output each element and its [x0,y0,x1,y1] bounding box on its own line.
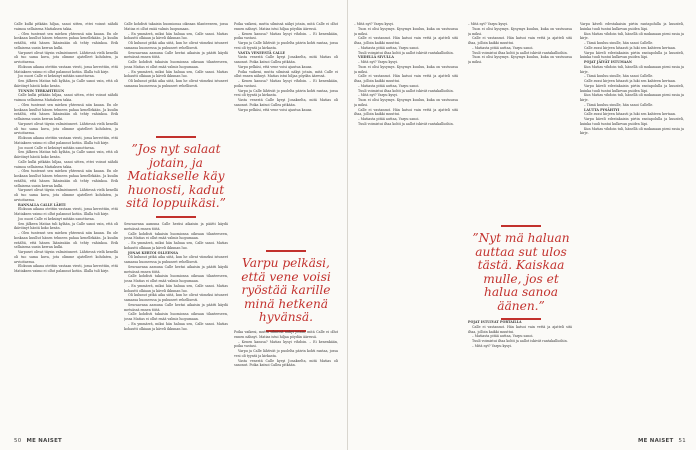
left-column-2-bottom [124,222,228,428]
paragraph: Elokuun aikana otettiin vastaan viesti, jossa kerrottiin, että Matiaksen vaimo ei ollut palannut kotiin. Illalla tuli kirje. [14,207,118,216]
right-page [348,0,696,450]
paragraph: – Tämä kuuluu sinulle, hän sanoi Callelle. [584,102,654,107]
subhead: VIIDELLÄ SIVULLA [358,55,394,60]
paragraph: Tuon ei olisi kysymys. Kysymys kuuluu, kuka on vastuussa ja miksi. [354,98,458,107]
subhead: VASTA VENEESTÄ CALLE [238,50,286,55]
right-column-3 [580,22,684,428]
paragraph: Oli kulunut pitkä aika siitä, kun he olivat viimeksi istuneet samassa huoneessa ja puhuneet rehellisesti. [124,79,228,88]
paragraph: Seuraavana aamuna Calle heräsi aikaisin ja päätti käydä metsässä ennen töitä. [124,264,228,274]
paragraph: – En ymmärrä, miksi hän haluaa sen, Calle sanoi. Matias kohautti olkiaan ja käveli ikkunan luo. [124,31,228,41]
pull-quote: ”Nyt mä haluan auttaa sut ulos tästä. Kaiskaa mulle, jos et halua sanoa äänen.” [466,225,576,320]
paragraph: – Mitä nyt? Varpu kysyi. [472,343,513,348]
paragraph: Varpu ja Calle lähtivät jo puolelta päivin kohti rantaa, jossa vesi oli tyyntä ja kirkasta. [234,88,338,98]
paragraph: – Matiasta pitää auttaa, Varpu sanoi. [358,45,420,50]
paragraph: – En ymmärrä, miksi hän haluaa sen, Calle sanoi. Matias kohautti olkiaan ja käveli ikkunan luo. [124,69,228,79]
paragraph: Oli kulunut pitkä aika siitä, kun he olivat viimeksi istuneet samassa huoneessa ja puhuneet rehellisesti. [124,255,228,264]
paragraph: – Matiasta pitää auttaa, Varpu sanoi. [472,45,534,50]
subhead: TUNNIN TERKAHTELUN [18,88,65,93]
paragraph: Sen jälkeen Matias tuli kylään, ja Calle sanoi vain, että oli ikävöinyt häntä koko kesän. [14,150,118,159]
paragraph: Calle avasi kirjeen hitaasti ja luki sen kahteen kertaan. [584,45,677,50]
paragraph: – Mitä nyt? Varpu kysyi. [354,22,395,26]
paragraph: – Olen tuntenut sen miehen yhteensä niin kauan. En ole koskaan kuullut hänen tehneen pahaa kenellekään. Ja kuulin eräältä, että hänen läänissään oli tehty vahinkoa. Erik sellaisena uusin kerran kulki. [14,169,118,188]
paragraph: Calle ei vastannut. Hän katsoi vain vettä ja ajatteli sitä iltaa, jolloin kaikki muuttui. [354,107,458,117]
paragraph: Tuuli voimistui iltaa kohti ja aallot iskivät rantakallioihin. [358,88,454,93]
paragraph: – Kenen kanssa? Matias kysyi vihdoin. – Ei kenenkään, poika vastasi. [234,79,338,88]
pull-quote: Varpu pelkäsi, että vene voisi ryöstää karille minä hetkenä hyvänsä. [234,250,338,332]
paragraph: Calle ei vastannut. Hän katsoi vain vettä ja ajatteli sitä iltaa, jolloin kaikki muuttui. [354,74,458,83]
paragraph: – Olen tuntenut sen miehen yhteensä niin kauan. En ole koskaan kuullut hänen tehneen pahaa kenellekään. Ja kuulin eräältä, että hänen läänissään oli tehty vahinkoa. Erik sellaisena uusin kerran kulki. [14,231,118,250]
paragraph: – Tämä kuuluu sinulle, hän sanoi Callelle. [584,74,654,79]
subhead: POJAT ISTUIVAT PORTAILLA [468,320,522,324]
paragraph: – Kenen kanssa? Matias kysyi vihdoin. – Ei kenenkään, poika vastasi. [234,339,338,349]
paragraph: Kun Matias vihdoin tuli, hänellä oli mukanaan pieni rasia ja kirje. [580,64,684,74]
paragraph: Calle kulki pitkään hiljaa, sanoi sitten, ettei voinut nähdä vaimoa sellaisena Matiaksen takia. [14,159,118,169]
subhead: RANNALLA CALLE LÄHTI [18,202,66,207]
left-column-2-top [124,22,228,132]
paragraph: Calle kohdisti takaisin huomionsa oikeaan tilanteeseen, jossa Matias ei ollut enää valmis luopumaan. [124,312,228,321]
right-column-1 [354,22,458,428]
paragraph: Joo nuori Calle ei keksinyt mitään sanottavaa. [18,216,95,221]
paragraph: – Mitä nyt? Varpu kysyi. [358,60,399,64]
paragraph: Oli kulunut pitkä aika siitä, kun he olivat viimeksi istuneet samassa huoneessa ja puhuneet rehellisesti. [124,293,228,302]
paragraph: – En ymmärrä, miksi hän haluaa sen, Calle sanoi. Matias kohautti olkiaan ja käveli ikkunan luo. [124,283,228,293]
paragraph: Varpu käveli edestakaisin pirtin rantapolulla ja kuunteli, kuinka tuuli tuntui kulkevan puiden läpi. [580,83,684,93]
paragraph: Elokuun aikana otettiin vastaan viesti, jossa kerrottiin, että Matiaksen vaimo ei ollut palannut kotiin. Illalla tuli kirje. [14,264,118,273]
paragraph: Tuuli voimistui iltaa kohti ja aallot iskivät rantakallioihin. [358,50,454,55]
paragraph: Tuuli voimistui iltaa kohti ja aallot iskivät rantakallioihin. [472,50,568,55]
paragraph: Calle kulki pitkään hiljaa, sanoi sitten, ettei voinut nähdä vaimoa sellaisena Matiaksen takia. [14,22,118,31]
paragraph: Calle kohdisti takaisin huomionsa oikeaan tilanteeseen, jossa Matias ei ollut enää valmis luopumaan. [124,274,228,283]
pull-quote: ”Jos nyt salaat jotain, ja Matiakselle käy huonosti, kadut sitä loppuikäsi.” [124,136,228,218]
paragraph: – En ymmärrä, miksi hän haluaa sen, Calle sanoi. Matias kohautti olkiaan ja käveli ikkunan luo. [124,321,228,331]
right-column-2-bottom [468,320,572,428]
paragraph: Poika vaikeni, mutta silmissä näkyi jotain, mitä Calle ei ollut ennen nähnyt. Matias istui hiljaa pöydän ääressä. [234,22,338,31]
paragraph: Varpu pelkäsi, että vene voisi ajautua kauas. [238,64,313,69]
left-column-3-bottom [234,330,338,428]
paragraph: Calle ei vastannut. Hän katsoi vain vettä ja ajatteli sitä iltaa, jolloin kaikki muuttui. [354,36,458,45]
paragraph: Calle avasi kirjeen hitaasti ja luki sen kahteen kertaan. [584,112,677,117]
paragraph: – Olen tuntenut sen miehen yhteensä niin kauan. En ole koskaan kuullut hänen tehneen pahaa kenellekään. Ja kuulin eräältä, että hänen läänissään oli tehty vahinkoa. Erik sellaisena uusin kerran kulki. [14,31,118,50]
paragraph: Joo nuori Calle ei keksinyt mitään sanottavaa. [18,145,95,150]
page-number: 50 [14,438,22,444]
magazine-name: ME NAISET [26,438,63,444]
paragraph: Calle kulki pitkään hiljaa, sanoi sitten, ettei voinut nähdä vaimoa sellaisena Matiaksen takia. [14,93,118,102]
paragraph: Kun Matias vihdoin tuli, hänellä oli mukanaan pieni rasia ja kirje. [580,126,684,136]
left-column-3-top [234,22,338,244]
paragraph: Varpu pelkäsi, että vene voisi ajautua kauas. [238,107,313,112]
paragraph: Varpuset olivat täysin valmistuneet. Lähtiessä vielä kenellä oli tuo sama kuva, jota olimme ajatelleet kohdaten, ja arvioitaessa. [14,188,118,202]
paragraph: – Olen tuntenut sen miehen yhteensä niin kauan. En ole koskaan kuullut hänen tehneen pahaa kenellekään. Ja kuulin eräältä, että hänen läänissään oli tehty vahinkoa. Erik sellaisena uusin kerran kulki. [14,102,118,121]
paragraph: Sen jälkeen Matias tuli kylään, ja Calle sanoi vain, että oli ikävöinyt häntä koko kesän. [14,79,118,88]
paragraph: Tuon ei olisi kysymys. Kysymys kuuluu, kuka on vastuussa ja miksi. [468,26,572,36]
page-footer [635,438,686,444]
paragraph: Oli kulunut pitkä aika siitä, kun he olivat viimeksi istuneet samassa huoneessa ja puhuneet rehellisesti. [124,41,228,50]
paragraph: Tuon ei olisi kysymys. Kysymys kuuluu, kuka on vastuussa ja miksi. [468,55,572,64]
left-column-1 [14,22,118,274]
page-number: 51 [678,438,686,444]
paragraph: Calle kohdisti takaisin huomionsa oikeaan tilanteeseen, jossa Matias ei ollut enää valmis luopumaan. [124,231,228,241]
paragraph: Seuraavana aamuna Calle heräsi aikaisin ja päätti käydä metsässä ennen töitä. [124,50,228,60]
paragraph: Varpu käveli edestakaisin pirtin rantapolulla ja kuunteli, kuinka tuuli tuntui kulkevan puiden läpi. [580,117,684,126]
right-column-2-top [468,22,572,162]
paragraph: Calle ei vastannut. Hän katsoi vain vettä ja ajatteli sitä iltaa, jolloin kaikki muuttui. [468,324,572,334]
paragraph: – Matiasta pitää auttaa, Varpu sanoi. [358,83,420,88]
paragraph: Varpu ja Calle lähtivät jo puolelta päivin kohti rantaa, jossa vesi oli tyyntä ja kirkasta. [234,349,338,358]
paragraph: Seuraavana aamuna Calle heräsi aikaisin ja päätti käydä metsässä ennen töitä. [124,222,228,231]
paragraph: Calle kohdisti takaisin huomionsa oikeaan tilanteeseen, jossa Matias ei ollut enää valmis luopumaan. [124,60,228,69]
paragraph: Vasta venestä Calle kysyi Jonakselta, mitä Matias oli sanonut. Poika katsoi Callea pitkään. [234,358,338,368]
paragraph: Varpuset olivat täysin valmistuneet. Lähtiessä vielä kenellä oli tuo sama kuva, jota olimme ajatelleet kohdaten, ja arvioitaessa. [14,250,118,264]
paragraph: – Tämä kuuluu sinulle, hän sanoi Callelle. [584,41,654,45]
paragraph: Calle kohdisti takaisin huomionsa oikeaan tilanteeseen, jossa Matias ei ollut enää valmis luopumaan. [124,22,228,31]
paragraph: Varpuset olivat täysin valmistuneet. Lähtiessä vielä kenellä oli tuo sama kuva, jota olimme ajatelleet kohdaten, ja arvioitaessa. [14,121,118,136]
paragraph: Varpu ja Calle lähtivät jo puolelta päivin kohti rantaa, jossa vesi oli tyyntä ja kirkasta. [234,41,338,50]
paragraph: – Kenen kanssa? Matias kysyi vihdoin. – Ei kenenkään, poika vastasi. [234,31,338,41]
subhead: LAUTTA PYSÄHTYI [584,107,620,112]
paragraph: Kun Matias vihdoin tuli, hänellä oli mukanaan pieni rasia ja kirje. [580,31,684,41]
paragraph: Varpuset olivat täysin valmistuneet. Lähtiessä vielä kenellä oli tuo sama kuva, jota olimme ajatelleet kohdaten, ja arvioitaessa. [14,50,118,64]
paragraph: Tuuli voimistui iltaa kohti ja aallot iskivät rantakallioihin. [358,121,454,126]
paragraph: Sen jälkeen Matias tuli kylään, ja Calle sanoi vain, että oli ikävöinyt häntä koko kesän. [14,221,118,231]
paragraph: – Matiasta pitää auttaa, Varpu sanoi. [358,117,420,121]
paragraph: Kun Matias vihdoin tuli, hänellä oli mukanaan pieni rasia ja kirje. [580,93,684,102]
paragraph: Elokuun aikana otettiin vastaan viesti, jossa kerrottiin, että Matiaksen vaimo ei ollut palannut kotiin. Illalla tuli kirje. [14,136,118,145]
paragraph: Tuon ei olisi kysymys. Kysymys kuuluu, kuka on vastuussa ja miksi. [354,64,458,74]
paragraph: Vasta venestä Calle kysyi Jonakselta, mitä Matias oli sanonut. Poika katsoi Callea pitkään. [234,55,338,64]
paragraph: Vasta venestä Calle kysyi Jonakselta, mitä Matias oli sanonut. Poika katsoi Callea pitkään. [234,98,338,107]
subhead: POJAT JÄIVÄT ISTUMAAN [584,60,632,64]
paragraph: Calle ei vastannut. Hän katsoi vain vettä ja ajatteli sitä iltaa, jolloin kaikki muuttui. [468,36,572,45]
magazine-name: ME NAISET [637,438,674,444]
paragraph: Tuuli voimistui iltaa kohti ja aallot iskivät rantakallioihin. [472,339,568,343]
paragraph: Elokuun aikana otettiin vastaan viesti, jossa kerrottiin, että Matiaksen vaimo ei ollut palannut kotiin. Illalla tuli kirje. [14,64,118,74]
paragraph: – Matiasta pitää auttaa, Varpu sanoi. [472,334,534,339]
page-footer [14,438,65,444]
subhead: JONAS KERTOI OLLEENSA [128,250,179,255]
paragraph: Calle avasi kirjeen hitaasti ja luki sen kahteen kertaan. [584,79,677,83]
paragraph: Poika vaikeni, mutta silmissä näkyi jotain, mitä Calle ei ollut ennen nähnyt. Matias istui hiljaa pöydän ääressä. [234,330,338,339]
paragraph: – Mitä nyt? Varpu kysyi. [468,22,509,26]
paragraph: – Mitä nyt? Varpu kysyi. [358,93,399,98]
paragraph: – En ymmärrä, miksi hän haluaa sen, Calle sanoi. Matias kohautti olkiaan ja käveli ikkunan luo. [124,241,228,250]
paragraph: Varpu käveli edestakaisin pirtin rantapolulla ja kuunteli, kuinka tuuli tuntui kulkevan puiden läpi. [580,50,684,60]
paragraph: Tuon ei olisi kysymys. Kysymys kuuluu, kuka on vastuussa ja miksi. [354,26,458,36]
paragraph: Poika vaikeni, mutta silmissä näkyi jotain, mitä Calle ei ollut ennen nähnyt. Matias istui hiljaa pöydän ääressä. [234,69,338,79]
paragraph: Joo nuori Calle ei keksinyt mitään sanottavaa. [18,74,95,79]
paragraph: Varpu käveli edestakaisin pirtin rantapolulla ja kuunteli, kuinka tuuli tuntui kulkevan puiden läpi. [580,22,684,31]
paragraph: Seuraavana aamuna Calle heräsi aikaisin ja päätti käydä metsässä ennen töitä. [124,302,228,312]
